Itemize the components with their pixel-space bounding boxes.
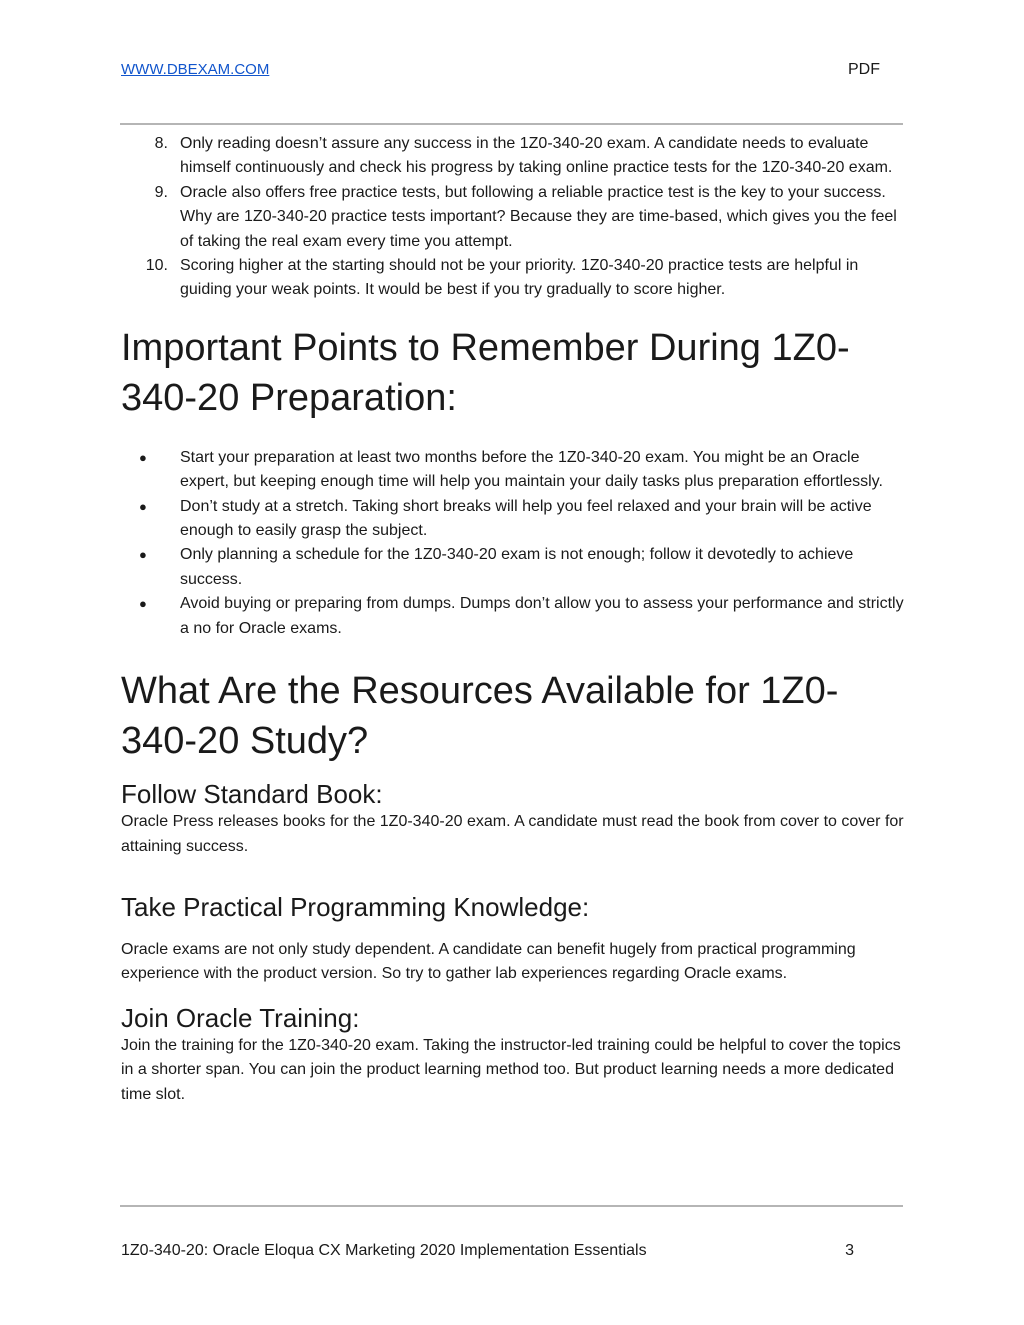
subsection-title-standard-book: Follow Standard Book: [121, 779, 383, 810]
subsection-text-standard-book: Oracle Press releases books for the 1Z0-340-20 exam. A candidate must read the book from cover to cover for attaining success. [121, 813, 904, 855]
important-points-list [121, 446, 906, 641]
list-item [121, 446, 906, 495]
list-item-text: Only reading doesn’t assure any success in the 1Z0-340-20 exam. A candidate needs to evaluate himself continuously and check his progress by taking online practice tests for the 1Z0-340-20 exam. [180, 135, 893, 177]
subsection-title-oracle-training: Join Oracle Training: [121, 1002, 360, 1033]
site-link[interactable]: WWW.DBEXAM.COM [121, 61, 270, 78]
subsection-text-oracle-training: Join the training for the 1Z0-340-20 exam. Taking the instructor-led training could be helpful to cover the topics in a shorter span. You can join the product learning method too. But product learning needs a more dedicated time slot. [121, 1036, 901, 1103]
section-heading-important-points: Important Points to Remember During 1Z0-340-20 Preparation: [121, 326, 850, 419]
bullet-icon: ● [139, 449, 147, 465]
list-item-number: 10. [145, 257, 168, 275]
list-item-number: 8. [154, 135, 168, 152]
footer-divider [120, 1205, 903, 1207]
pdf-label: PDF [848, 61, 880, 78]
footer-title: 1Z0-340-20: Oracle Eloqua CX Marketing 2020 Implementation Essentials [121, 1242, 647, 1259]
list-item [121, 592, 906, 641]
list-item [121, 543, 906, 592]
list-item [121, 495, 906, 544]
section-heading-resources: What Are the Resources Available for 1Z0-340-20 Study? [121, 670, 839, 763]
list-item-text: Avoid buying or preparing from dumps. Dumps don’t allow you to assess your performance and strictly a no for Oracle exams. [180, 595, 904, 637]
page-header [121, 61, 880, 83]
list-item [121, 181, 906, 254]
page-number: 3 [845, 1242, 854, 1259]
bullet-icon: ● [139, 547, 147, 563]
list-item-text: Only planning a schedule for the 1Z0-340-20 exam is not enough; follow it devotedly to achieve success. [180, 546, 854, 588]
list-item-text: Don’t study at a stretch. Taking short breaks will help you feel relaxed and your brain will be active enough to easily grasp the subject. [180, 497, 872, 540]
list-item-text: Oracle also offers free practice tests, but following a reliable practice test is the key to your success. Why are 1Z0-340-20 practice tests important? Because they are time-based, which gives you the feel of taking the real exam every time you attempt. [180, 183, 897, 250]
list-item [121, 254, 906, 303]
bullet-icon: ● [139, 596, 147, 612]
list-item-text: Start your preparation at least two months before the 1Z0-340-20 exam. You might be an Oracle expert, but keeping enough time will help you maintain your daily tasks plus preparation effortlessly. [180, 448, 883, 491]
list-item [121, 132, 906, 181]
list-item-number: 9. [154, 183, 168, 201]
subsection-text-practical-programming: Oracle exams are not only study dependent. A candidate can benefit hugely from practical programming experience with the product version. So try to gather lab experiences regarding Oracle exams. [121, 940, 856, 983]
subsection-title-practical-programming: Take Practical Programming Knowledge: [121, 891, 590, 922]
list-item-text: Scoring higher at the starting should not be your priority. 1Z0-340-20 practice tests are helpful in guiding your weak points. It would be best if you try gradually to score higher. [180, 257, 859, 299]
page-content [121, 132, 906, 1107]
numbered-tips-list [121, 132, 906, 303]
bullet-icon: ● [139, 498, 147, 514]
header-divider [120, 123, 903, 125]
